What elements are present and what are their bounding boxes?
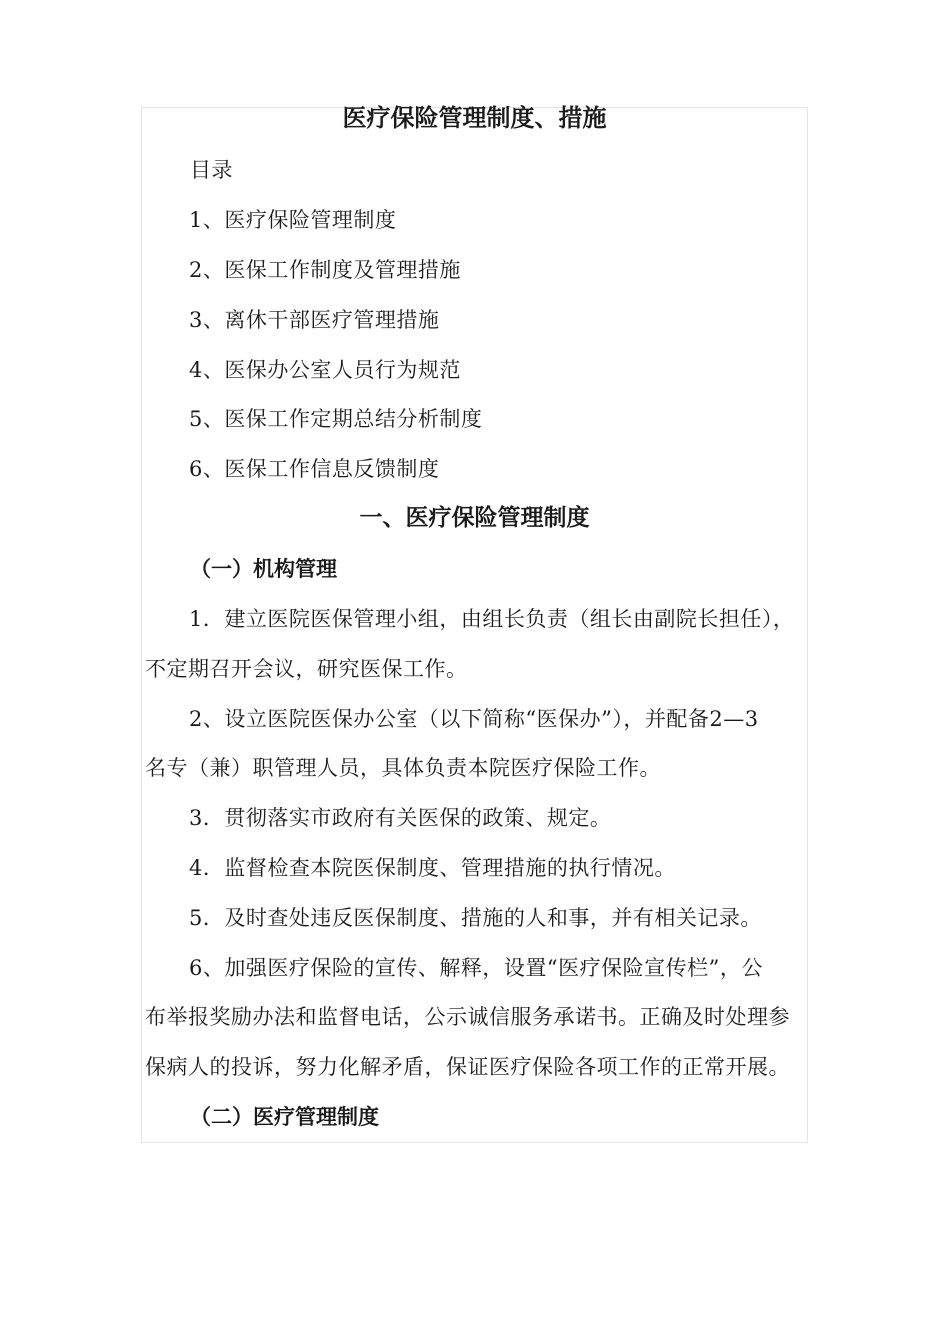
section-title: 一、医疗保险管理制度: [359, 504, 590, 531]
body-line: 1．建立医院医保管理小组，由组长负责（组长由副院长担任），: [189, 607, 795, 631]
toc-item: 4、医保办公室人员行为规范: [189, 358, 461, 382]
body-line: 4．监督检查本院医保制度、管理措施的执行情况。: [189, 856, 676, 880]
body-line: 不定期召开会议，研究医保工作。: [145, 657, 468, 681]
toc-item: 6、医保工作信息反馈制度: [189, 457, 440, 481]
body-line: 6、加强医疗保险的宣传、解释，设置“医疗保险宣传栏”，公: [189, 956, 763, 980]
body-line: 2、设立医院医保办公室（以下简称“医保办”），并配备2—3: [189, 707, 759, 731]
toc-item: 5、医保工作定期总结分析制度: [189, 407, 483, 431]
body-line: 保病人的投诉，努力化解矛盾，保证医疗保险各项工作的正常开展。: [145, 1055, 790, 1079]
document-title: 医疗保险管理制度、措施: [342, 103, 607, 132]
toc-heading: 目录: [190, 158, 233, 182]
toc-item: 2、医保工作制度及管理措施: [189, 258, 461, 282]
body-line: 布举报奖励办法和监督电话，公示诚信服务承诺书。正确及时处理参: [145, 1005, 790, 1029]
toc-item: 1、医疗保险管理制度: [189, 208, 397, 232]
toc-item: 3、离休干部医疗管理措施: [189, 308, 440, 332]
body-line: 3．贯彻落实市政府有关医保的政策、规定。: [189, 806, 612, 830]
body-line: 5．及时查处违反医保制度、措施的人和事，并有相关记录。: [189, 906, 762, 930]
subsection-heading: （二）医疗管理制度: [190, 1104, 379, 1129]
subsection-heading: （一）机构管理: [190, 556, 337, 581]
body-line: 名专（兼）职管理人员，具体负责本院医疗保险工作。: [145, 756, 661, 780]
